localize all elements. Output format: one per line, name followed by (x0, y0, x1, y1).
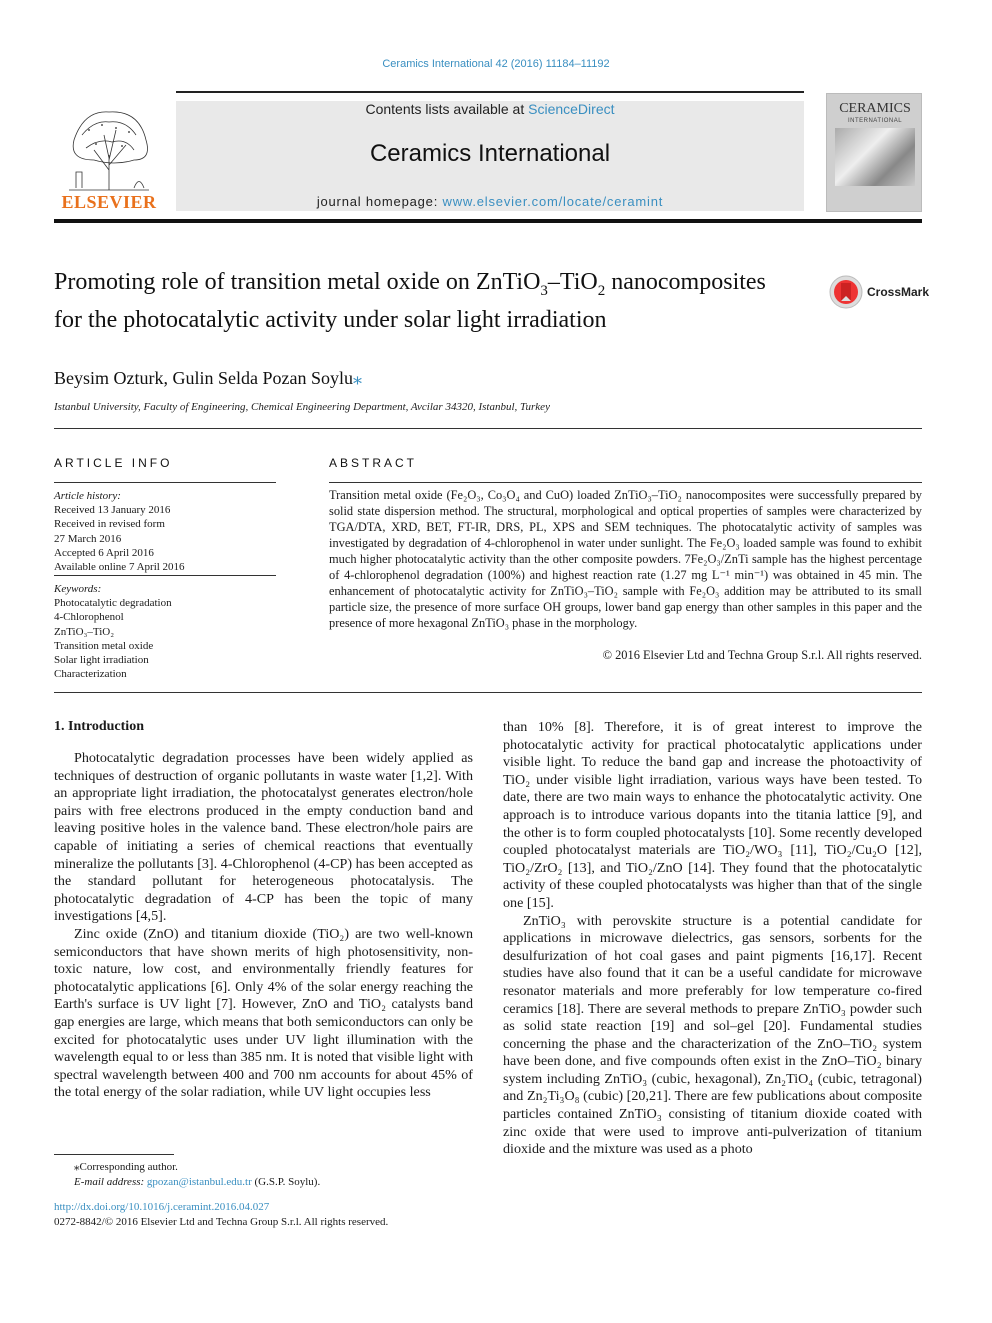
journal-name: Ceramics International (369, 140, 611, 167)
title-text-3: nanocomposites for the photocatalytic activity under solar light irradiation (54, 269, 766, 333)
paragraph: than 10% [8]. Therefore, it is of great interest to improve the photocatalytic activity for practical photocatalytic applications under visible light. To reduce the band gap and increase the photoactivity of TiO₂ under visible light irradiation, various ways have been tested. To date, there are two main ways to enhance the photocatalytic activity. One approach is to introduce various dopants into the titania lattice [9], and the other is to form coupled photocatalysts [10]. Some recently developed coupled photocatalyst materials are TiO₂/WO₃ [11], TiO₂/Cu₂O [12], TiO₂/ZrO₂ [13], and TiO₂/ZnO [14]. They found that the photocatalytic activity of these coupled photocatalysts was higher than that of the single one [15]. (503, 719, 922, 911)
abstract-rule (329, 482, 922, 483)
abstract-bottom-rule (54, 692, 922, 693)
email-line (74, 1175, 473, 1190)
corresponding-author-note: ⁎Corresponding author. (74, 1161, 178, 1173)
header-top-rule (176, 91, 804, 93)
history-item: Received 13 January 2016 (54, 504, 171, 517)
contents-prefix: Contents lists available at (365, 101, 529, 117)
authors-text[interactable]: Beysim Ozturk, Gulin Selda Pozan Soylu (54, 368, 353, 388)
crossmark-badge[interactable] (829, 275, 929, 311)
article-info-heading: ARTICLE INFO (54, 456, 173, 470)
title-text-1: Promoting role of transition metal oxide on ZnTiO (54, 269, 541, 295)
paragraph: Zinc oxide (ZnO) and titanium dioxide (TiO₂) are two well-known semiconductors that have shown merits of high photosensitivity, non-toxic nature, low cost, and environmentally friendly features for photocatalytic applications [6]. Only 4% of the solar energy reaching the Earth's surface is UV light [7]. However, ZnO and TiO₂ catalysts band gap energies are large, which means that both semiconductors can only be excited for photocatalytic uses under UV light illumination with the wavelength equal to or less than 385 nm. It is noted that visible light with spectral wavelength between 400 and 700 nm accounts for about 45% of the total energy of the solar radiation, while UV light occupies less (54, 925, 473, 1101)
abstract-text: Transition metal oxide (Fe₂O₃, Co₃O₄ and CuO) loaded ZnTiO₃–TiO₂ nanocomposites were successfully prepared by solid state dispersion method. The structural, morphological and optical properties of samples were characterized by TGA/DTA, XRD, BET, FT-IR, DRS, PL, XPS and SEM techniques. The photocatalytic activity of samples was investigated by degradation of 4-chlorophenol in water under sunlight. The Fe₂O₃ loaded sample was found to exhibit much higher photocatalytic activity than the other composite powders. 7Fe₂O₃/ZnTi sample has the highest percentage of 4-chlorophenol degradation (100%) and highest reaction rate (1.27 mg L⁻¹ min⁻¹) was obtained in 45 min. The enhancement of photocatalytic activity for ZnTiO₃–TiO₂ sample with Fe₂O₃ addition may be attributed to its small particle size, the presence of more surface OH groups, lower band gap energy than other samples in this paper and the presence of more hexagonal ZnTiO₃ phase in the morphology. (329, 488, 922, 630)
keyword-item: Solar light irradiation (54, 654, 149, 667)
title-text-2: –TiO (547, 269, 598, 295)
keywords (54, 582, 276, 681)
email-label: E-mail address: (74, 1175, 147, 1188)
history-item: Available online 7 April 2016 (54, 561, 185, 574)
affiliation: Istanbul University, Faculty of Engineering, Chemical Engineering Department, Avcilar 34320, Istanbul, Turkey (54, 401, 550, 413)
paragraph: Photocatalytic degradation processes have been widely applied as techniques of destruction of organic pollutants in waste water [1,2]. With an appropriate light irradiation, the photocatalyst generates electron/hole pairs with free electrons produced in the empty conduction band and leaving positive holes in the valence band. These electron/hole pairs are capable of initiating a series of chemical reactions that eventually mineralize the pollutants [3]. 4-Chlorophenol (4-CP) has been accepted as the standard pollutant for heterogeneous photocatalysis. The photocatalytic degradation of 4-CP has been the topic of many investigations [4,5]. (54, 750, 473, 925)
section-heading-introduction: 1. Introduction (54, 719, 144, 734)
keyword-item: Transition metal oxide (54, 639, 154, 652)
author-list (54, 368, 362, 389)
body-column-left (54, 750, 473, 1102)
issn-copyright: 0272-8842/© 2016 Elsevier Ltd and Techna Group S.r.l. All rights reserved. (54, 1216, 389, 1228)
publisher-name: ELSEVIER (61, 192, 157, 212)
keyword-item: ZnTiO₃–TiO₂ (54, 625, 115, 638)
article-title: Promoting role of transition metal oxide on ZnTiO$_3$–TiO$_2$ nanocomposites for the photocatalytic activity under solar light irradiation (54, 269, 766, 333)
footnote-rule (54, 1154, 174, 1155)
homepage-prefix: journal homepage: (316, 194, 443, 209)
email-link[interactable]: gpozan@istanbul.edu.tr (146, 1175, 252, 1188)
keyword-item: Photocatalytic degradation (54, 597, 172, 610)
history-label: Article history: (54, 490, 121, 502)
body-column-right (503, 719, 922, 1159)
cover-subtitle: INTERNATIONAL (847, 118, 903, 124)
journal-homepage (176, 194, 804, 209)
cover-artwork (835, 128, 915, 186)
history-item: Received in revised form (54, 518, 165, 531)
corresponding-author-mark[interactable]: ⁎ (352, 368, 362, 388)
contents-line (176, 101, 804, 117)
abstract-heading: ABSTRACT (329, 456, 418, 470)
journal-cover-image (826, 93, 922, 212)
header-bottom-rule (54, 219, 922, 223)
history-rule (54, 575, 276, 576)
history-item: 27 March 2016 (54, 532, 122, 545)
email-suffix: (G.S.P. Soylu). (251, 1175, 321, 1188)
keyword-item: 4-Chlorophenol (54, 611, 124, 624)
crossmark-icon (829, 275, 863, 309)
keyword-item: Characterization (54, 668, 127, 681)
cover-title: CERAMICS (839, 101, 911, 116)
article-history (54, 489, 276, 574)
article-info-rule (54, 482, 276, 483)
affiliation-rule (54, 428, 922, 429)
journal-citation[interactable]: Ceramics International 42 (2016) 11184–11192 (382, 58, 610, 70)
crossmark-label: CrossMark (867, 285, 930, 299)
history-item: Accepted 6 April 2016 (54, 546, 154, 559)
footnote (54, 1160, 473, 1189)
paragraph: ZnTiO₃ with perovskite structure is a potential candidate for applications in microwave dielectrics, gas sensors, sorbents for the desulfurization of hot coal gases and paint pigments [16,17]. Recent studies have also found that it can be a useful candidate for microwave resonator materials and more preferably for low temperature co-fired ceramics [18]. There are several methods to prepare ZnTiO₃ powder such as solid state reaction [19] and sol–gel [20]. Fundamental studies concerning the phase and the characterization of the ZnO–TiO₂ system have been done, and five compounds often exist in the ZnO–TiO₂ binary system including ZnTiO₃ (cubic, hexagonal), Zn₂TiO₄ (cubic, tetragonal) and Zn₂Ti₃O₈ (cubic) [20,21]. There are few publications about composite particles contained ZnTiO₃ consisting of titanium dioxide coated with zinc oxide that were used to improve anti-pulverization of titanium dioxide and the mixture was used as a photo (503, 912, 922, 1158)
sciencedirect-link[interactable]: ScienceDirect (528, 101, 615, 117)
homepage-link[interactable]: www.elsevier.com/locate/ceramint (442, 194, 664, 209)
doi-link[interactable]: http://dx.doi.org/10.1016/j.ceramint.2016.04.027 (54, 1201, 270, 1213)
abstract-copyright: © 2016 Elsevier Ltd and Techna Group S.r.l. All rights reserved. (602, 648, 922, 662)
keywords-label: Keywords: (54, 583, 102, 595)
